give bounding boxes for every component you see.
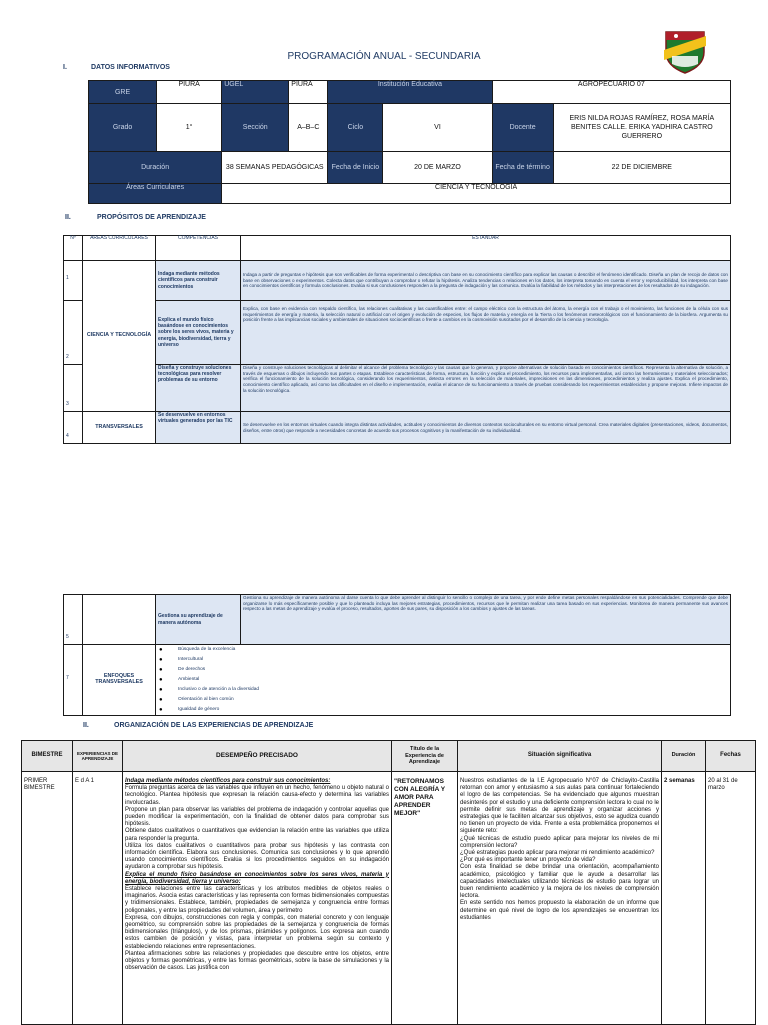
desempeno-cell — [123, 772, 392, 1025]
competencia-cell: Explica el mundo físico basándose en conocimientos sobre los seres vivos, materia y energía, biodiversidad, tierra y universo — [156, 301, 241, 365]
duracion-value: 38 SEMANAS PEDAGÓGICAS — [222, 152, 328, 184]
institucion-label: Institución Educativa — [328, 81, 492, 104]
list-item: ● De derechos — [156, 665, 730, 675]
situacion-paragraph: En este sentido nos hemos propuesto la elaboración de un informe que determine en qué nivel de logro de los aprendizajes se encuentran los estudiantes — [460, 900, 659, 921]
school-logo — [662, 26, 708, 74]
estandar-cell: Explica, con base en evidencia con respaldo científico, las relaciones cualitativas y las cuantificables entre: el campo eléctrico con la estructura del átomo, la energía con el trabajo o el movimiento, las funciones de la célula con sus requerimientos de energía y materia, la selección natural o artificial con el origen y evolución de especies, los flujos de materia y energía en la Tierra o los fenómenos meteorológicos con el funcionamiento de la biosfera. Argumenta su posición frente a las implicancias sociales y ambientales de situaciones sociocientíficas o frente a cambios en la cosmovisión suscitados por el desarrollo de la ciencia y tecnología. — [241, 301, 731, 365]
ugel-label: UGEL — [222, 81, 289, 104]
enfoques-list — [156, 645, 730, 715]
header-num: Nº — [64, 236, 83, 261]
area-cell — [83, 261, 156, 412]
estandar-cell: Gestiona su aprendizaje de manera autónoma al darse cuenta lo que debe aprender al distinguir lo sencillo o complejo de una tarea, y por ende define metas personales respaldándose en sus potencialidades. Comprende que debe organizarse lo más específicamente posible y que lo planteado incluya las mejores estrategias, procedimientos, recursos que le permitan realizar una tarea basado en sus experiencias. Monitorea de manera permanente sus avances respecto a las metas de aprendizaje y evalúa el proceso, resultados, aportes de sus pares, su disposición a los cambios y ajustes de las tareas. — [241, 595, 731, 645]
desempeno-paragraph: Obtiene datos cualitativos o cuantitativos que evidencian la relación entre las variables que utiliza para responder la pregunta. — [125, 828, 389, 842]
situacion-paragraph: Con esta finalidad se debe brindar una orientación, acompañamiento académico, psicológico y familiar que le ayude a desarrollar las capacidades intelectuales utilizando técnicas de estudio para lograr un buen rendimiento académico y la mejora de los niveles de comprensión lectora. — [460, 864, 659, 900]
institucion-value: AGROPECUARIO 07 — [492, 81, 730, 104]
estandar-cell: Indaga a partir de preguntas e hipótesis que son verificables de forma experimental o descriptiva con base en su conocimiento científico para explicar las causas o describir el fenómeno identificado. Diseña un plan de recojo de datos con base en observaciones o experimentos. Colecta datos que contribuyan a comprobar o refutar la hipótesis. Analiza tendencias o relaciones en los datos, los interpreta tomando en cuenta el error y reproducibilidad, los interpreta con base en conocimientos científicos y formula conclusiones. Evalúa si sus conclusiones responden a la pregunta de indagación y las comunica. Evalúa la fiabilidad de los métodos y las interpretaciones de los resultados de su indagación. — [241, 261, 731, 301]
competencia-cell: Se desenvuelve en entornos virtuales generados por las TIC — [156, 412, 241, 444]
experiencia-cell: E d A 1 — [73, 772, 123, 1025]
termino-value: 22 DE DICIEMBRE — [553, 152, 730, 184]
ciclo-label: Ciclo — [328, 104, 383, 152]
section-title: ORGANIZACIÓN DE LAS EXPERIENCIAS DE APRENDIZAJE — [114, 722, 314, 729]
docente-label: Docente — [492, 104, 553, 152]
list-item: ● Intercultural — [156, 655, 730, 665]
list-item: ● Igualdad de género — [156, 705, 730, 715]
table-row — [64, 301, 731, 365]
row-number: 3 — [64, 365, 83, 412]
table-row — [22, 772, 756, 1025]
header-experiencias: EXPERIENCIAS DE APRENDIZAJE — [73, 741, 123, 772]
row-number: 2 — [64, 301, 83, 365]
header-areas: AREAS CURRICULARES — [83, 236, 156, 261]
table-row — [64, 365, 731, 412]
competencia-cell: Indaga mediante métodos científicos para construir conocimientos — [156, 261, 241, 301]
gre-value: PIURA — [157, 81, 222, 104]
section-number: II. — [65, 214, 71, 221]
header-titulo: Título de la Experiencia de Aprendizaje — [392, 741, 458, 772]
inicio-value: 20 DE MARZO — [383, 152, 492, 184]
grado-label: Grado — [89, 104, 157, 152]
duracion-cell: 2 semanas — [662, 772, 706, 1025]
section-number: II. — [83, 722, 89, 729]
table-row — [64, 261, 731, 301]
ugel-value: PIURA — [289, 81, 328, 104]
header-bimestre: BIMESTRE — [22, 741, 73, 772]
header-duracion: Duración — [662, 741, 706, 772]
desempeno-paragraph: Establece relaciones entre las características y los atributos medibles de objetos reales o imaginarios. Asocia estas características y las representa con formas bidimensionales compuestas y tridimensionales. Establece, también, propiedades de semejanza y congruencia entre formas poligonales, y entre las propiedades del volumen, área y perímetro — [125, 886, 389, 914]
datos-informativos-table — [88, 80, 731, 204]
section-title: PROPÓSITOS DE APRENDIZAJE — [97, 214, 206, 221]
termino-label: Fecha de término — [492, 152, 553, 184]
row-number: 4 — [64, 412, 83, 444]
situacion-question: ¿Qué estrategias puedo aplicar para mejorar mi rendimiento académico? — [460, 850, 655, 857]
desempeno-paragraph: Propone un plan para observar las variables del problema de indagación y controlar aquellas que pueden modificar la experimentación, con la finalidad de obtener datos para comprobar sus hipótesis. — [125, 806, 389, 828]
list-item: ● Búsqueda de la excelencia — [156, 645, 730, 655]
estandar-cell: Se desenvuelve en los entornos virtuales cuando integra distintas actividades, actitudes y conocimientos de diversos contextos socioculturales en su entorno virtual personal. Crea materiales digitales (presentaciones, videos, documentos, diseños, entre otros) que responde a necesidades concretas de acuerdo sus procesos cognitivos y la manifestación de su individualidad. — [241, 412, 731, 444]
row-number: 5 — [64, 595, 83, 645]
estandar-cell: Diseña y construye soluciones tecnológicas al delimitar el alcance del problema tecnológico y las causas que lo generan, y propone alternativas de solución basado en conocimientos científicos. Representa la alternativa de solución, a través de esquemas o dibujos incluyendo sus partes o etapas. Establece características de forma, estructura, función y explica el procedimiento, los recursos para implementarlas, así como las herramientas y materiales seleccionados; verifica el funcionamiento de la solución tecnológica, considerando los requerimientos, detecta errores en la selección de materiales, imprecisiones en las dimensiones, procedimientos y realiza ajustes. Explica el procedimiento, conocimiento científico aplicado, así como las dificultades en el diseño e implementación, evalúa el alcance de su funcionamiento a través de pruebas considerando los requerimientos establecidos y propone mejoras. Infiere impactos de la solución tecnológica. — [241, 365, 731, 412]
enfoques-label: ENFOQUES TRANSVERSALES — [83, 645, 156, 716]
competencia-cell: Diseña y construye soluciones tecnológicas para resolver problemas de su entorno — [156, 365, 241, 412]
header-competencias: COMPETENCIAS — [156, 236, 241, 261]
page-title: PROGRAMACIÓN ANUAL - SECUNDARIA — [287, 51, 481, 62]
desempeno-paragraph: Formula preguntas acerca de las variables que influyen en un hecho, fenómeno u objeto natural o tecnológico. Plantea hipótesis que expresan la relación causa-efecto y determina las variables involucradas. — [125, 785, 389, 806]
row-number: 7 — [64, 645, 83, 716]
propositos-table-continued — [63, 594, 731, 716]
area-label: TRANSVERSALES — [83, 412, 156, 444]
seccion-label: Sección — [222, 104, 289, 152]
enfoques-list-cell — [156, 645, 731, 716]
competencia-cell: Gestiona su aprendizaje de manera autónoma — [156, 595, 241, 645]
docente-value: ERIS NILDA ROJAS RAMÍREZ, ROSA MARÍA BENITES CALLE. ERIKA YADHIRA CASTRO GUERRERO — [553, 104, 730, 152]
titulo-cell: "RETORNAMOS CON ALEGRÍA Y AMOR PARA APRENDER MEJOR" — [392, 772, 458, 1025]
fechas-cell: 20 al 31 de marzo — [706, 772, 756, 1025]
situacion-question: ¿Por qué es importante tener un proyecto de vida? — [460, 857, 596, 864]
propositos-table — [63, 235, 731, 444]
list-item: ● Orientación al bien común — [156, 695, 730, 705]
area-label: CIENCIA Y TECNOLOGÍA — [86, 332, 152, 339]
list-item: ● Inclusivo o de atención a la diversidad — [156, 685, 730, 695]
desempeno-paragraph: Utiliza los datos cualitativos o cuantitativos para probar sus hipótesis y las contrasta con información científica. Elabora sus conclusiones. Comunica sus conclusiones y lo que aprendió usando conocimientos científicos. Evalúa si los procedimientos seguidos en su indagación ayudaron a comprobar sus hipótesis. — [125, 842, 389, 871]
area-cell — [83, 595, 156, 645]
list-item: ● Ambiental — [156, 675, 730, 685]
inicio-label: Fecha de Inicio — [328, 152, 383, 184]
areas-label: Áreas Curriculares — [89, 184, 222, 204]
seccion-value: A–B–C — [289, 104, 328, 152]
header-estandar: ESTANDAR — [241, 236, 731, 261]
competencia-heading: Indaga mediante métodos científicos para construir sus conocimientos: — [125, 778, 331, 784]
desempeno-paragraph: Expresa, con dibujos, construcciones con regla y compás, con material concreto y con lenguaje geométrico, su comprensión sobre las propiedades de la semejanza y congruencia de formas bidimensionales (triángulos), y de los prismas, pirámides y polígonos. Los expresa aun cuando estos cambien de posición y vistas, para interpretar un problema según su contexto y estableciendo relaciones entre representaciones. — [125, 914, 389, 950]
situacion-paragraph: Nuestros estudiantes de la I.E Agropecuario N°07 de Chiclayito-Castilla retornan con amor y entusiasmo a sus aulas para continuar fortaleciendo el logro de las competencias. Se ha evidenciado que algunos muestran desinterés por el estudio y una deficiente comprensión lectora lo cual no le permite definir sus metas de aprendizaje y organizar acciones y estrategias que le faciliten alcanzar sus objetivos, esto se agudiza cuando no tienen un proyecto de vida. Frente a esta problemática proponemos el siguiente reto: — [460, 778, 659, 835]
header-situacion: Situación significativa — [458, 741, 662, 772]
header-fechas: Fechas — [706, 741, 756, 772]
situacion-question: ¿Qué técnicas de estudio puedo aplicar para mejorar los niveles de mi comprensión lectora? — [460, 835, 659, 849]
bimestre-cell: PRIMER BIMESTRE — [22, 772, 73, 1025]
grado-value: 1° — [157, 104, 222, 152]
section-title: DATOS INFORMATIVOS — [91, 64, 170, 71]
table-row — [64, 412, 731, 444]
table-row — [64, 645, 731, 716]
situacion-cell — [458, 772, 662, 1025]
gre-label: GRE — [89, 81, 157, 104]
header-desempeno: DESEMPEÑO PRECISADO — [123, 741, 392, 772]
row-number: 1 — [64, 261, 83, 301]
duracion-label: Duración — [89, 152, 222, 184]
experiencias-table — [21, 740, 756, 1025]
table-row — [64, 595, 731, 645]
section-number: I. — [63, 64, 67, 71]
areas-value: CIENCIA Y TECNOLOGIA — [222, 184, 731, 204]
competencia-heading: Explica el mundo físico basándose en conocimientos sobre los seres vivos, materia y energía, biodiversidad, tierra y universo: — [125, 871, 389, 885]
desempeno-paragraph: Plantea afirmaciones sobre las relaciones y propiedades que descubre entre los objetos, entre objetos y formas geométricas, y entre las formas geométricas, sobre la base de simulaciones y la observación de casos. Las justifica con — [125, 950, 389, 972]
ciclo-value: VI — [383, 104, 492, 152]
